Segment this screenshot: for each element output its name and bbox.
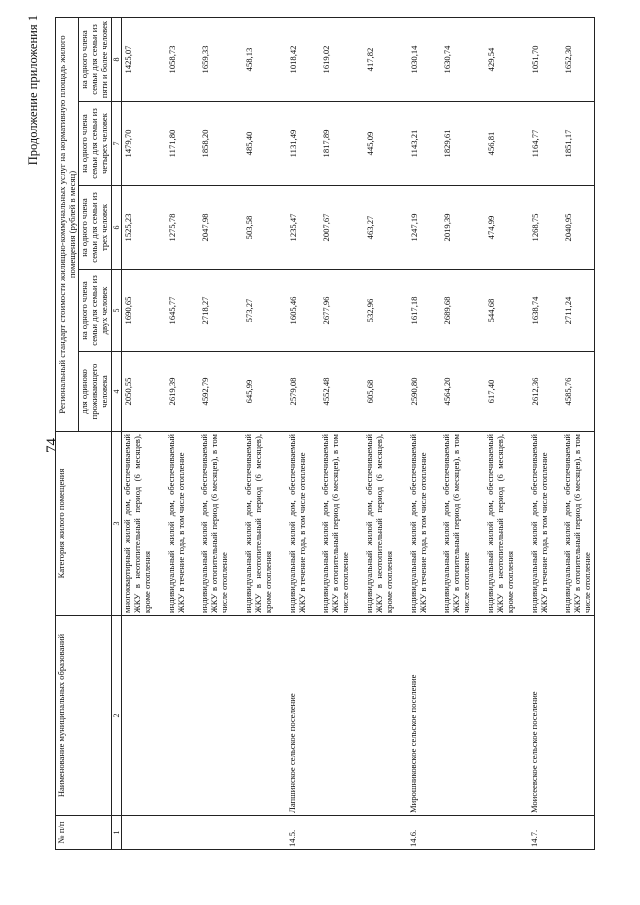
spacer-cell xyxy=(517,616,529,816)
row-number xyxy=(485,816,517,850)
row-spacer xyxy=(187,18,199,850)
value-single: 4592,79 xyxy=(199,352,231,432)
value-family-2: 2711,24 xyxy=(562,270,594,352)
spacer-cell xyxy=(550,432,562,616)
row-spacer xyxy=(429,18,441,850)
housing-category: индивидуальный жилой дом, обеспечиваемый ЖКУ в отопительный период (6 месяцев), в том числе отопление xyxy=(320,432,352,616)
value-family-5plus: 1058,73 xyxy=(166,18,188,102)
value-family-5plus: 1051,70 xyxy=(529,18,551,102)
value-family-4: 1851,17 xyxy=(562,102,594,186)
header-family-2: на одного члена семьи для семьи из двух человек xyxy=(79,270,112,352)
row-spacer xyxy=(517,18,529,850)
spacer-cell xyxy=(550,186,562,270)
header-family-4: на одного члена семьи для семьи из четырех человек xyxy=(79,102,112,186)
value-family-3: 1275,78 xyxy=(166,186,188,270)
row-number: 14.7. xyxy=(529,816,551,850)
spacer-cell xyxy=(275,616,287,816)
value-family-4: 1858,20 xyxy=(199,102,231,186)
row-number xyxy=(364,816,396,850)
spacer-cell xyxy=(429,432,441,616)
spacer-cell xyxy=(275,352,287,432)
value-family-2: 573,27 xyxy=(243,270,275,352)
value-family-5plus: 1018,42 xyxy=(287,18,309,102)
spacer-cell xyxy=(275,102,287,186)
value-family-3: 2007,67 xyxy=(320,186,352,270)
column-number: 4 xyxy=(111,352,121,432)
spacer-cell xyxy=(396,616,408,816)
value-family-4: 1164,77 xyxy=(529,102,551,186)
municipality-name: Моисеевское сельское поселение xyxy=(529,616,551,816)
spacer-cell xyxy=(396,432,408,616)
value-single: 605,68 xyxy=(364,352,396,432)
housing-category: многоквартирный жилой дом, обеспечиваемый ЖКУ в неотопительный период (6 месяцев), кроме отопления xyxy=(122,432,154,616)
table-body xyxy=(122,18,595,850)
spacer-cell xyxy=(352,18,364,102)
spacer-cell xyxy=(429,102,441,186)
housing-category: индивидуальный жилой дом, обеспечиваемый ЖКУ в отопительный период (6 месяцев), в том числе отопление xyxy=(562,432,594,616)
spacer-cell xyxy=(154,616,166,816)
spacer-cell xyxy=(473,102,485,186)
value-family-3: 2019,39 xyxy=(441,186,473,270)
value-family-4: 445,09 xyxy=(364,102,396,186)
spacer-cell xyxy=(352,432,364,616)
header-municipality: Наименование муниципальных образований xyxy=(56,616,112,816)
header-family-3: на одного члена семьи для семьи из трех человек xyxy=(79,186,112,270)
housing-category: индивидуальный жилой дом, обеспечиваемый ЖКУ в течение года, в том числе отопление xyxy=(529,432,551,616)
spacer-cell xyxy=(154,186,166,270)
table-row xyxy=(199,18,231,850)
spacer-cell xyxy=(275,18,287,102)
spacer-cell xyxy=(550,816,562,850)
spacer-cell xyxy=(308,432,320,616)
page-number: 74 xyxy=(44,438,60,453)
housing-category: индивидуальный жилой дом, обеспечиваемый ЖКУ в отопительный период (6 месяцев), в том числе отопление xyxy=(199,432,231,616)
header-category: Категория жилого помещения xyxy=(56,432,112,616)
row-number: 14.6. xyxy=(408,816,430,850)
housing-category: индивидуальный жилой дом, обеспечиваемый ЖКУ в неотопительный период (6 месяцев), кроме отопления xyxy=(243,432,275,616)
value-family-5plus: 1030,14 xyxy=(408,18,430,102)
table-row xyxy=(320,18,352,850)
value-family-3: 2047,98 xyxy=(199,186,231,270)
spacer-cell xyxy=(308,352,320,432)
spacer-cell xyxy=(187,186,199,270)
spacer-cell xyxy=(308,18,320,102)
spacer-cell xyxy=(231,18,243,102)
municipality-name: Лапшинское сельское поселение xyxy=(287,616,309,816)
row-number xyxy=(122,816,154,850)
table-header xyxy=(56,18,122,850)
table-row xyxy=(122,18,154,850)
spacer-cell xyxy=(231,102,243,186)
page-subtitle: Продолжение приложения 1 xyxy=(26,15,40,166)
spacer-cell xyxy=(396,102,408,186)
spacer-cell xyxy=(473,432,485,616)
value-family-2: 544,68 xyxy=(485,270,517,352)
row-number xyxy=(166,816,188,850)
value-family-2: 2677,96 xyxy=(320,270,352,352)
value-family-5plus: 458,13 xyxy=(243,18,275,102)
spacer-cell xyxy=(187,816,199,850)
value-family-4: 485,40 xyxy=(243,102,275,186)
value-family-2: 1617,18 xyxy=(408,270,430,352)
value-single: 4552,48 xyxy=(320,352,352,432)
value-single: 2619,39 xyxy=(166,352,188,432)
spacer-cell xyxy=(429,616,441,816)
table-row xyxy=(287,18,309,850)
value-family-3: 503,58 xyxy=(243,186,275,270)
spacer-cell xyxy=(396,270,408,352)
spacer-cell xyxy=(154,270,166,352)
spacer-cell xyxy=(429,816,441,850)
spacer-cell xyxy=(473,270,485,352)
row-number xyxy=(243,816,275,850)
spacer-cell xyxy=(187,102,199,186)
value-family-5plus: 417,82 xyxy=(364,18,396,102)
housing-category: индивидуальный жилой дом, обеспечиваемый ЖКУ в отопительный период (6 месяцев), в том числе отопление xyxy=(441,432,473,616)
spacer-cell xyxy=(352,102,364,186)
spacer-cell xyxy=(308,816,320,850)
value-family-5plus: 1659,33 xyxy=(199,18,231,102)
spacer-cell xyxy=(154,352,166,432)
value-family-4: 1171,80 xyxy=(166,102,188,186)
value-single: 2612,36 xyxy=(529,352,551,432)
spacer-cell xyxy=(231,186,243,270)
spacer-cell xyxy=(473,18,485,102)
spacer-cell xyxy=(473,816,485,850)
column-number: 7 xyxy=(111,102,121,186)
column-number: 3 xyxy=(111,432,121,616)
value-family-4: 1829,61 xyxy=(441,102,473,186)
municipality-name xyxy=(320,616,352,816)
municipality-name xyxy=(441,616,473,816)
housing-category: индивидуальный жилой дом, обеспечиваемый ЖКУ в течение года, в том числе отопление xyxy=(408,432,430,616)
value-family-5plus: 1630,74 xyxy=(441,18,473,102)
row-spacer xyxy=(550,18,562,850)
column-number: 5 xyxy=(111,270,121,352)
spacer-cell xyxy=(275,816,287,850)
value-family-3: 1525,23 xyxy=(122,186,154,270)
column-number: 2 xyxy=(111,616,121,816)
value-family-5plus: 1652,30 xyxy=(562,18,594,102)
row-spacer xyxy=(308,18,320,850)
table-row xyxy=(562,18,594,850)
spacer-cell xyxy=(308,102,320,186)
spacer-cell xyxy=(396,186,408,270)
spacer-cell xyxy=(429,270,441,352)
municipality-name xyxy=(199,616,231,816)
spacer-cell xyxy=(517,186,529,270)
table-row xyxy=(529,18,551,850)
spacer-cell xyxy=(473,352,485,432)
spacer-cell xyxy=(231,270,243,352)
spacer-cell xyxy=(231,816,243,850)
table-row xyxy=(166,18,188,850)
value-family-4: 1479,70 xyxy=(122,102,154,186)
spacer-cell xyxy=(517,270,529,352)
housing-category: индивидуальный жилой дом, обеспечиваемый ЖКУ в течение года, в том числе отопление xyxy=(287,432,309,616)
spacer-cell xyxy=(550,18,562,102)
spacer-cell xyxy=(187,432,199,616)
column-number: 1 xyxy=(111,816,121,850)
spacer-cell xyxy=(352,352,364,432)
value-family-3: 474,99 xyxy=(485,186,517,270)
header-single: для одиноко проживающего человека xyxy=(79,352,112,432)
value-family-3: 463,27 xyxy=(364,186,396,270)
municipality-name xyxy=(562,616,594,816)
municipality-name xyxy=(243,616,275,816)
value-family-3: 1247,19 xyxy=(408,186,430,270)
value-family-5plus: 1619,02 xyxy=(320,18,352,102)
spacer-cell xyxy=(154,432,166,616)
value-single: 2050,55 xyxy=(122,352,154,432)
spacer-cell xyxy=(352,270,364,352)
spacer-cell xyxy=(517,18,529,102)
spacer-cell xyxy=(396,816,408,850)
table-row xyxy=(364,18,396,850)
spacer-cell xyxy=(187,18,199,102)
row-number xyxy=(320,816,352,850)
value-family-2: 1638,74 xyxy=(529,270,551,352)
value-family-2: 1690,65 xyxy=(122,270,154,352)
spacer-cell xyxy=(187,616,199,816)
municipality-name xyxy=(166,616,188,816)
value-family-3: 1235,47 xyxy=(287,186,309,270)
value-single: 645,99 xyxy=(243,352,275,432)
value-single: 617,40 xyxy=(485,352,517,432)
spacer-cell xyxy=(550,270,562,352)
spacer-cell xyxy=(275,186,287,270)
housing-category: индивидуальный жилой дом, обеспечиваемый ЖКУ в неотопительный период (6 месяцев), кроме отопления xyxy=(485,432,517,616)
spacer-cell xyxy=(352,186,364,270)
row-spacer xyxy=(154,18,166,850)
spacer-cell xyxy=(154,18,166,102)
spacer-cell xyxy=(517,816,529,850)
value-family-5plus: 1425,07 xyxy=(122,18,154,102)
value-family-4: 456,81 xyxy=(485,102,517,186)
housing-category: индивидуальный жилой дом, обеспечиваемый ЖКУ в неотопительный период (6 месяцев), кроме отопления xyxy=(364,432,396,616)
spacer-cell xyxy=(473,616,485,816)
spacer-cell xyxy=(154,102,166,186)
table-row xyxy=(243,18,275,850)
spacer-cell xyxy=(275,270,287,352)
row-number xyxy=(199,816,231,850)
header-standard-group: Региональный стандарт стоимости жилищно-коммунальных услуг на нормативную площадь жилого помещения (рублей в месяц) xyxy=(56,18,79,432)
header-number: № п/п xyxy=(56,816,112,850)
spacer-cell xyxy=(308,270,320,352)
housing-category: индивидуальный жилой дом, обеспечиваемый ЖКУ в течение года, в том числе отопление xyxy=(166,432,188,616)
value-family-3: 2040,95 xyxy=(562,186,594,270)
column-number: 8 xyxy=(111,18,121,102)
municipality-name: Мирошниковское сельское поселение xyxy=(408,616,430,816)
row-number xyxy=(562,816,594,850)
spacer-cell xyxy=(429,352,441,432)
value-family-2: 1645,77 xyxy=(166,270,188,352)
spacer-cell xyxy=(550,102,562,186)
spacer-cell xyxy=(517,432,529,616)
row-spacer xyxy=(275,18,287,850)
value-single: 2590,80 xyxy=(408,352,430,432)
value-family-2: 2718,27 xyxy=(199,270,231,352)
spacer-cell xyxy=(396,18,408,102)
value-family-2: 1605,46 xyxy=(287,270,309,352)
spacer-cell xyxy=(275,432,287,616)
spacer-cell xyxy=(187,270,199,352)
value-single: 4585,76 xyxy=(562,352,594,432)
value-single: 4564,20 xyxy=(441,352,473,432)
value-family-4: 1131,49 xyxy=(287,102,309,186)
spacer-cell xyxy=(187,352,199,432)
spacer-cell xyxy=(231,432,243,616)
row-number: 14.5. xyxy=(287,816,309,850)
spacer-cell xyxy=(154,816,166,850)
spacer-cell xyxy=(352,616,364,816)
table-row xyxy=(485,18,517,850)
spacer-cell xyxy=(473,186,485,270)
spacer-cell xyxy=(352,816,364,850)
spacer-cell xyxy=(429,18,441,102)
municipality-name xyxy=(122,616,154,816)
spacer-cell xyxy=(517,102,529,186)
value-family-2: 532,96 xyxy=(364,270,396,352)
spacer-cell xyxy=(517,352,529,432)
spacer-cell xyxy=(550,616,562,816)
municipality-name xyxy=(485,616,517,816)
spacer-cell xyxy=(550,352,562,432)
value-single: 2579,08 xyxy=(287,352,309,432)
row-spacer xyxy=(473,18,485,850)
header-family-5plus: на одного члена семьи для семьи из пяти и более человек xyxy=(79,18,112,102)
column-number: 6 xyxy=(111,186,121,270)
value-family-3: 1268,75 xyxy=(529,186,551,270)
column-numbers-row xyxy=(111,18,121,850)
spacer-cell xyxy=(308,616,320,816)
spacer-cell xyxy=(308,186,320,270)
value-family-2: 2689,68 xyxy=(441,270,473,352)
row-spacer xyxy=(352,18,364,850)
spacer-cell xyxy=(429,186,441,270)
municipality-name xyxy=(364,616,396,816)
row-spacer xyxy=(231,18,243,850)
value-family-4: 1817,89 xyxy=(320,102,352,186)
spacer-cell xyxy=(396,352,408,432)
table-row xyxy=(441,18,473,850)
spacer-cell xyxy=(231,352,243,432)
standards-table xyxy=(55,17,595,850)
table-row xyxy=(408,18,430,850)
value-family-5plus: 429,54 xyxy=(485,18,517,102)
value-family-4: 1143,21 xyxy=(408,102,430,186)
row-spacer xyxy=(396,18,408,850)
spacer-cell xyxy=(231,616,243,816)
row-number xyxy=(441,816,473,850)
